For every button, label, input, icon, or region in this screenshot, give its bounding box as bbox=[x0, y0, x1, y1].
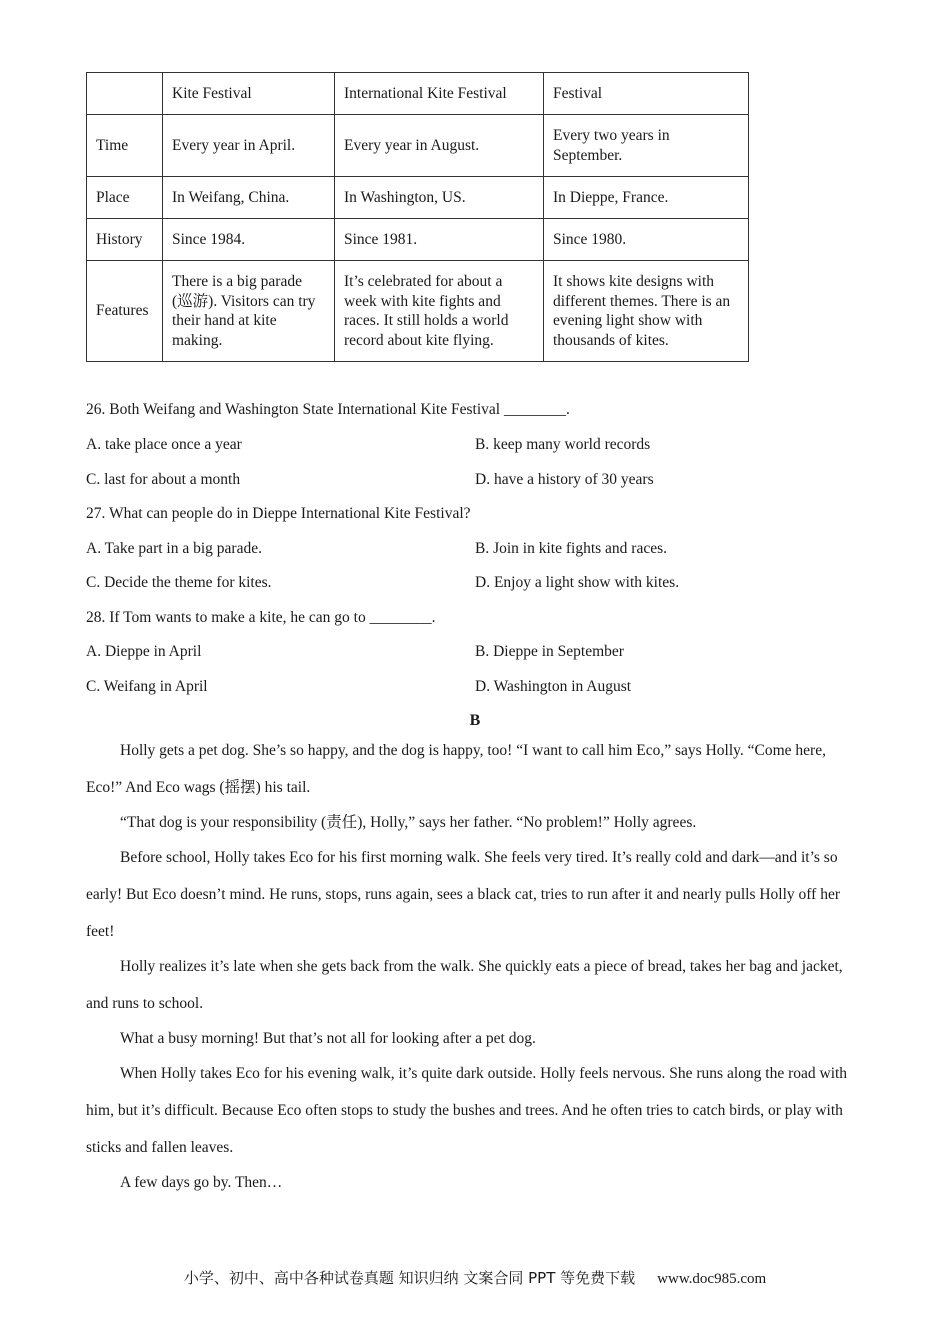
passage-paragraph: When Holly takes Eco for his evening walk, it’s quite dark outside. Holly feels nervous. She runs along the road with him, but it’s difficult. Because Eco often stops to study the bushes and trees. And he often tries to catch birds, or play with sticks and fallen leaves. bbox=[86, 1065, 848, 1156]
question-26-option-b: B. keep many world records bbox=[475, 436, 651, 453]
table-cell: Every year in April. bbox=[163, 115, 335, 177]
table-cell: In Washington, US. bbox=[335, 177, 544, 219]
question-27-option-c: C. Decide the theme for kites. bbox=[86, 574, 272, 591]
passage-paragraph: A few days go by. Then… bbox=[120, 1174, 283, 1191]
table-header-cell: Kite Festival bbox=[163, 73, 335, 115]
table-header-row bbox=[87, 73, 749, 115]
question-26-stem: 26. Both Weifang and Washington State International Kite Festival ________. bbox=[86, 401, 570, 418]
table-cell: Every year in August. bbox=[335, 115, 544, 177]
table-cell: It shows kite designs with different themes. There is an evening light show with thousands of kites. bbox=[544, 261, 749, 362]
question-27-stem: 27. What can people do in Dieppe International Kite Festival? bbox=[86, 505, 471, 522]
question-28-option-c: C. Weifang in April bbox=[86, 678, 208, 695]
passage-paragraph: Holly gets a pet dog. She’s so happy, and the dog is happy, too! “I want to call him Eco,” says Holly. “Come here, Eco!” And Eco wags (摇摆) his tail. bbox=[86, 742, 826, 796]
footer-url[interactable]: www.doc985.com bbox=[657, 1271, 767, 1287]
table-cell: Every two years in September. bbox=[544, 115, 749, 177]
table-cell: Since 1984. bbox=[163, 219, 335, 261]
table-cell: In Weifang, China. bbox=[163, 177, 335, 219]
passage-paragraph: What a busy morning! But that’s not all for looking after a pet dog. bbox=[120, 1030, 536, 1047]
table-header-cell: International Kite Festival bbox=[335, 73, 544, 115]
table-cell: In Dieppe, France. bbox=[544, 177, 749, 219]
section-b-passage bbox=[86, 732, 856, 1199]
question-27-option-d: D. Enjoy a light show with kites. bbox=[475, 574, 680, 591]
question-27-option-b: B. Join in kite fights and races. bbox=[475, 540, 667, 557]
section-b-title: B bbox=[469, 712, 481, 729]
question-27-option-a: A. Take part in a big parade. bbox=[86, 540, 262, 557]
question-26-option-c: C. last for about a month bbox=[86, 471, 241, 488]
table-cell: It’s celebrated for about a week with kite fights and races. It still holds a world record about kite flying. bbox=[335, 261, 544, 362]
question-28-option-b: B. Dieppe in September bbox=[475, 643, 624, 660]
passage-paragraph: Before school, Holly takes Eco for his first morning walk. She feels very tired. It’s really cold and dark—and it’s so early! But Eco doesn’t mind. He runs, stops, runs again, sees a black cat, tries to run after it and nearly pulls Holly off her feet! bbox=[86, 849, 840, 940]
table-header-cell bbox=[87, 73, 163, 115]
question-26-option-d: D. have a history of 30 years bbox=[475, 471, 654, 488]
row-label: Place bbox=[87, 177, 163, 219]
table-cell: There is a big parade (巡游). Visitors can try their hand at kite making. bbox=[163, 261, 335, 362]
table-row bbox=[87, 115, 749, 177]
row-label: Time bbox=[87, 115, 163, 177]
passage-paragraph: “That dog is your responsibility (责任), Holly,” says her father. “No problem!” Holly agrees. bbox=[120, 814, 697, 831]
page-footer bbox=[0, 1268, 950, 1289]
table-row bbox=[87, 177, 749, 219]
question-28-option-d: D. Washington in August bbox=[475, 678, 632, 695]
table-header-cell: Festival bbox=[544, 73, 749, 115]
row-label: Features bbox=[87, 261, 163, 362]
table-row bbox=[87, 219, 749, 261]
row-label: History bbox=[87, 219, 163, 261]
question-28-option-a: A. Dieppe in April bbox=[86, 643, 202, 660]
kite-festival-table bbox=[86, 72, 749, 362]
passage-paragraph: Holly realizes it’s late when she gets back from the walk. She quickly eats a piece of bread, takes her bag and jacket, and runs to school. bbox=[86, 958, 843, 1012]
table-row bbox=[87, 261, 749, 362]
table-cell: Since 1980. bbox=[544, 219, 749, 261]
footer-text: 小学、初中、高中各种试卷真题 知识归纳 文案合同 PPT 等免费下载 bbox=[183, 1269, 636, 1287]
table-cell: Since 1981. bbox=[335, 219, 544, 261]
question-28-stem: 28. If Tom wants to make a kite, he can go to ________. bbox=[86, 609, 436, 626]
question-26-option-a: A. take place once a year bbox=[86, 436, 242, 453]
